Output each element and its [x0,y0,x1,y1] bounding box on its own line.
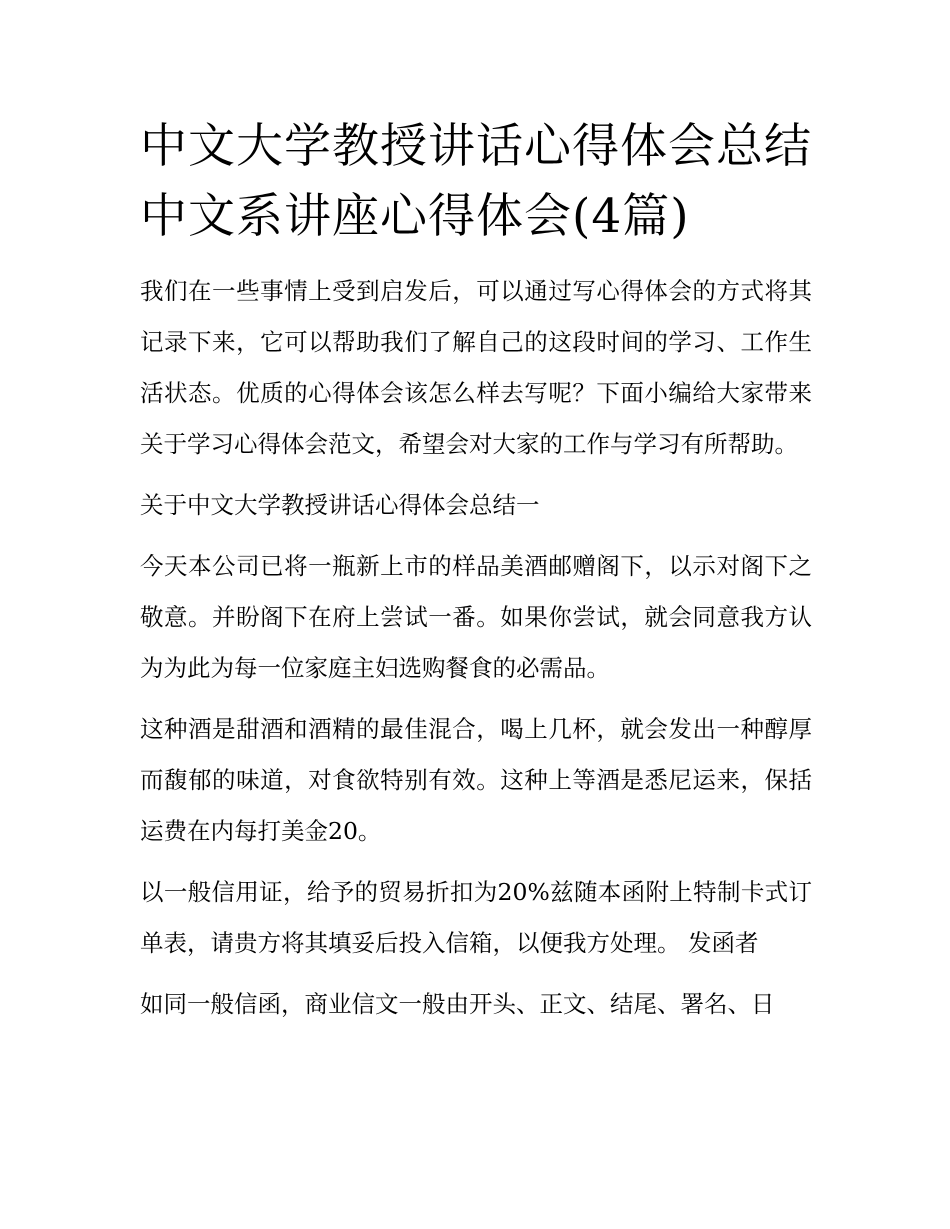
document-title: 中文大学教授讲话心得体会总结 中文系讲座心得体会(4篇) [140,119,812,244]
paragraph-intro: 我们在一些事情上受到启发后，可以通过写心得体会的方式将其记录下来，它可以帮助我们了解自己的这段时间的学习、工作生活状态。优质的心得体会该怎么样去写呢？下面小编给大家带来关于学习心得体会范文，希望会对大家的工作与学习有所帮助。 [140,277,812,458]
document-body [140,112,812,1030]
paragraph-wine-description: 这种酒是甜酒和酒精的最佳混合，喝上几杯，就会发出一种醇厚而馥郁的味道，对食欲特别有效。这种上等酒是悉尼运来，保括运费在内每打美金20。 [140,715,812,845]
paragraph-letter-structure: 如同一般信函，商业信文一般由开头、正文、结尾、署名、日 [140,990,775,1018]
paragraph-trade-terms: 以一般信用证，给予的贸易折扣为20%兹随本函附上特制卡式订单表，请贵方将其填妥后投入信箱，以便我方处理。 发函者 [140,878,812,957]
paragraph-section-heading: 关于中文大学教授讲话心得体会总结一 [140,491,540,519]
paragraph-letter-opening: 今天本公司已将一瓶新上市的样品美酒邮赠阁下，以示对阁下之敬意。并盼阁下在府上尝试一番。如果你尝试，就会同意我方认为为此为每一位家庭主妇选购餐食的必需品。 [140,552,812,682]
